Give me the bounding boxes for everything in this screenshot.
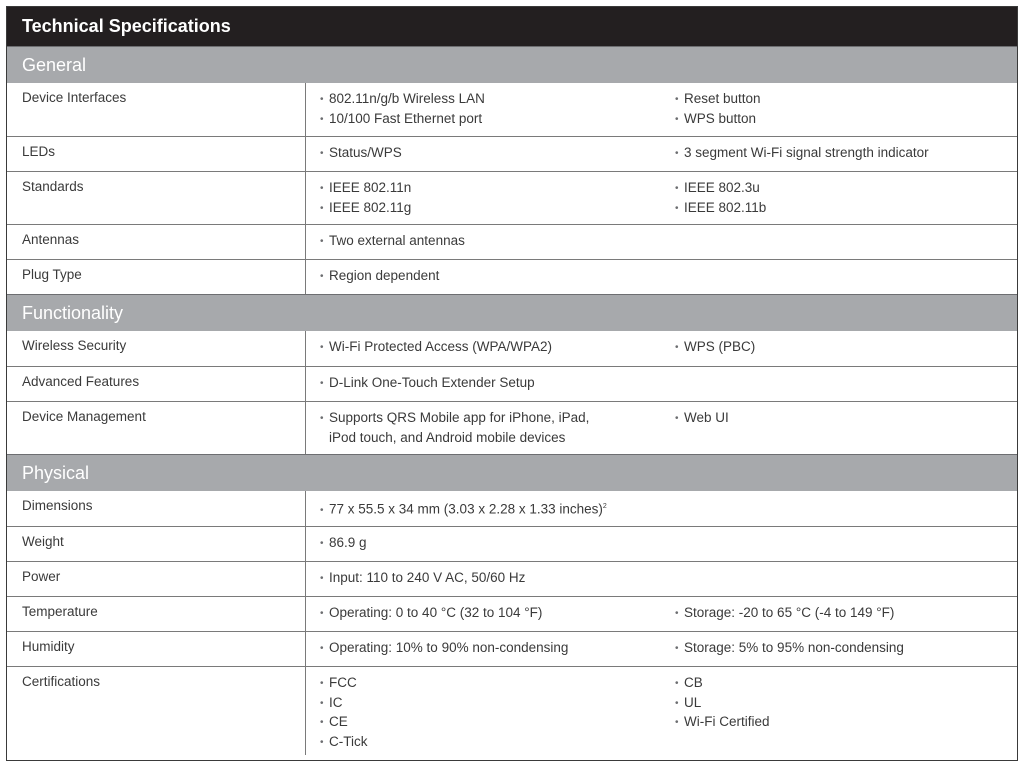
spec-item-text: IEEE 802.11n (329, 180, 412, 195)
spec-item-text: IC (329, 694, 343, 710)
spec-values-col2 (662, 172, 1017, 224)
spec-row (7, 666, 1017, 755)
spec-item-text: Wi-Fi Protected Access (WPA/WPA2) (329, 339, 553, 354)
spec-item (675, 110, 1017, 130)
bullet-icon: • (675, 183, 679, 194)
spec-item (675, 179, 1017, 199)
bullet-icon: • (675, 148, 679, 159)
bullet-icon: • (675, 643, 679, 654)
bullet-icon: • (320, 202, 324, 214)
spec-label: LEDs (7, 137, 306, 171)
spec-row (7, 83, 1017, 136)
page-title: Technical Specifications (7, 7, 1017, 46)
bullet-icon: • (320, 608, 324, 619)
spec-item-text: Storage: -20 to 65 °C (-4 to 149 °F) (684, 605, 895, 620)
spec-item-text: IEEE 802.11g (329, 199, 412, 215)
spec-values-col1 (306, 225, 662, 259)
spec-item (675, 199, 1017, 219)
spec-sheet (6, 6, 1018, 761)
spec-label: Plug Type (7, 260, 306, 294)
bullet-icon: • (320, 148, 324, 159)
spec-item-text: Web UI (684, 410, 729, 425)
spec-item (320, 144, 662, 164)
spec-item (675, 674, 1017, 694)
spec-label: Humidity (7, 632, 306, 666)
spec-values-col2 (662, 527, 1017, 561)
spec-item (320, 374, 662, 394)
bullet-icon: • (675, 697, 679, 709)
spec-label: Standards (7, 172, 306, 224)
spec-values-col2 (662, 331, 1017, 366)
section-header: Functionality (7, 294, 1017, 331)
spec-item (320, 90, 662, 110)
bullet-icon: • (320, 697, 324, 709)
spec-row (7, 596, 1017, 631)
spec-values-col1 (306, 562, 662, 596)
spec-item-text: Operating: 10% to 90% non-condensing (329, 640, 569, 655)
spec-values-col2 (662, 367, 1017, 401)
spec-item (320, 569, 662, 589)
spec-values-col1 (306, 172, 662, 224)
spec-row (7, 259, 1017, 294)
spec-values-col2 (662, 402, 1017, 454)
spec-values-col2 (662, 491, 1017, 526)
spec-item-text: CE (329, 714, 348, 729)
bullet-icon: • (675, 342, 679, 353)
bullet-icon: • (320, 342, 324, 353)
spec-values-col1 (306, 260, 662, 294)
spec-row (7, 561, 1017, 596)
spec-item (675, 604, 1017, 624)
footnote-marker: 2 (602, 503, 607, 510)
spec-label: Certifications (7, 667, 306, 755)
spec-label: Device Interfaces (7, 83, 306, 136)
bullet-icon: • (675, 608, 679, 619)
bullet-icon: • (320, 643, 324, 654)
spec-row (7, 366, 1017, 401)
bullet-icon: • (675, 678, 679, 689)
spec-item (675, 338, 1017, 358)
spec-item-text: Two external antennas (329, 233, 465, 248)
spec-values-col2 (662, 632, 1017, 666)
spec-item (320, 409, 662, 429)
spec-item (675, 639, 1017, 659)
spec-row (7, 401, 1017, 454)
spec-row (7, 631, 1017, 666)
spec-item-text: UL (684, 694, 702, 710)
spec-label: Device Management (7, 402, 306, 454)
spec-item (320, 110, 662, 130)
spec-item-continuation: iPod touch, and Android mobile devices (329, 429, 566, 445)
spec-item-text: 86.9 g (329, 535, 367, 550)
spec-label: Temperature (7, 597, 306, 631)
spec-item (675, 694, 1017, 714)
spec-item (675, 409, 1017, 429)
section-header: Physical (7, 454, 1017, 491)
spec-item (320, 604, 662, 624)
bullet-icon: • (675, 413, 679, 424)
spec-values-col1 (306, 597, 662, 631)
spec-item-text: D-Link One-Touch Extender Setup (329, 375, 535, 390)
spec-values-col1 (306, 137, 662, 171)
spec-label: Antennas (7, 225, 306, 259)
bullet-icon: • (320, 271, 324, 282)
spec-row (7, 224, 1017, 259)
spec-item (320, 639, 662, 659)
spec-item-text: CB (684, 675, 703, 690)
bullet-icon: • (320, 94, 324, 105)
spec-row (7, 331, 1017, 366)
section-header: General (7, 46, 1017, 83)
bullet-icon: • (320, 717, 324, 728)
spec-values-col2 (662, 137, 1017, 171)
spec-values-col1 (306, 632, 662, 666)
spec-item (320, 232, 662, 252)
spec-item (320, 674, 662, 694)
spec-values-col2 (662, 83, 1017, 136)
spec-item (320, 179, 662, 199)
spec-item (320, 498, 662, 520)
spec-item (320, 267, 662, 287)
spec-values-col1 (306, 331, 662, 366)
spec-item (675, 90, 1017, 110)
spec-values-col2 (662, 260, 1017, 294)
spec-item-text: Wi-Fi Certified (684, 714, 770, 729)
spec-values-col1 (306, 667, 662, 755)
spec-item-text: 77 x 55.5 x 34 mm (3.03 x 2.28 x 1.33 inches) (329, 501, 603, 517)
bullet-icon: • (320, 183, 324, 194)
bullet-icon: • (320, 504, 324, 516)
bullet-icon: • (320, 413, 324, 424)
spec-sections (7, 46, 1017, 755)
spec-values-col2 (662, 562, 1017, 596)
spec-values-col1 (306, 367, 662, 401)
spec-values-col2 (662, 667, 1017, 755)
spec-item-text: Supports QRS Mobile app for iPhone, iPad, (329, 410, 590, 425)
spec-item (320, 694, 662, 714)
bullet-icon: • (320, 573, 324, 584)
spec-item-text: 3 segment Wi-Fi signal strength indicator (684, 145, 929, 160)
spec-item-text: Reset button (684, 91, 761, 106)
spec-item-text: Storage: 5% to 95% non-condensing (684, 640, 904, 655)
spec-item-text: IEEE 802.11b (684, 199, 767, 215)
spec-item (320, 733, 662, 753)
spec-row (7, 491, 1017, 526)
spec-row (7, 136, 1017, 171)
spec-item-text: Status/WPS (329, 145, 402, 160)
spec-item (320, 713, 662, 733)
bullet-icon: • (675, 717, 679, 728)
spec-values-col1 (306, 527, 662, 561)
spec-item-text: Operating: 0 to 40 °C (32 to 104 °F) (329, 605, 543, 620)
bullet-icon: • (320, 736, 324, 748)
spec-label: Dimensions (7, 491, 306, 526)
spec-item-text: IEEE 802.3u (684, 180, 760, 195)
bullet-icon: • (675, 113, 679, 125)
spec-item-text: 802.11n/g/b Wireless LAN (329, 91, 485, 106)
spec-label: Weight (7, 527, 306, 561)
spec-item (320, 534, 662, 554)
spec-row (7, 171, 1017, 224)
bullet-icon: • (675, 202, 679, 214)
bullet-icon: • (320, 378, 324, 389)
spec-item-text: FCC (329, 675, 357, 690)
bullet-icon: • (320, 678, 324, 689)
spec-values-col2 (662, 225, 1017, 259)
spec-item-text: WPS button (684, 110, 757, 126)
bullet-icon: • (320, 538, 324, 549)
spec-item-text: Region dependent (329, 268, 440, 283)
spec-values-col1 (306, 83, 662, 136)
spec-item (675, 713, 1017, 733)
spec-item-text: WPS (PBC) (684, 339, 756, 354)
spec-item (675, 144, 1017, 164)
spec-item-text: C-Tick (329, 733, 368, 749)
bullet-icon: • (675, 94, 679, 105)
spec-label: Advanced Features (7, 367, 306, 401)
spec-label: Power (7, 562, 306, 596)
spec-row (7, 526, 1017, 561)
spec-values-col1 (306, 491, 662, 526)
spec-item (320, 338, 662, 358)
spec-item-text: Input: 110 to 240 V AC, 50/60 Hz (329, 570, 526, 585)
spec-values-col2 (662, 597, 1017, 631)
spec-item-text: 10/100 Fast Ethernet port (329, 110, 483, 126)
bullet-icon: • (320, 113, 324, 125)
spec-values-col1 (306, 402, 662, 454)
bullet-icon: • (320, 236, 324, 247)
spec-item (320, 199, 662, 219)
spec-label: Wireless Security (7, 331, 306, 366)
